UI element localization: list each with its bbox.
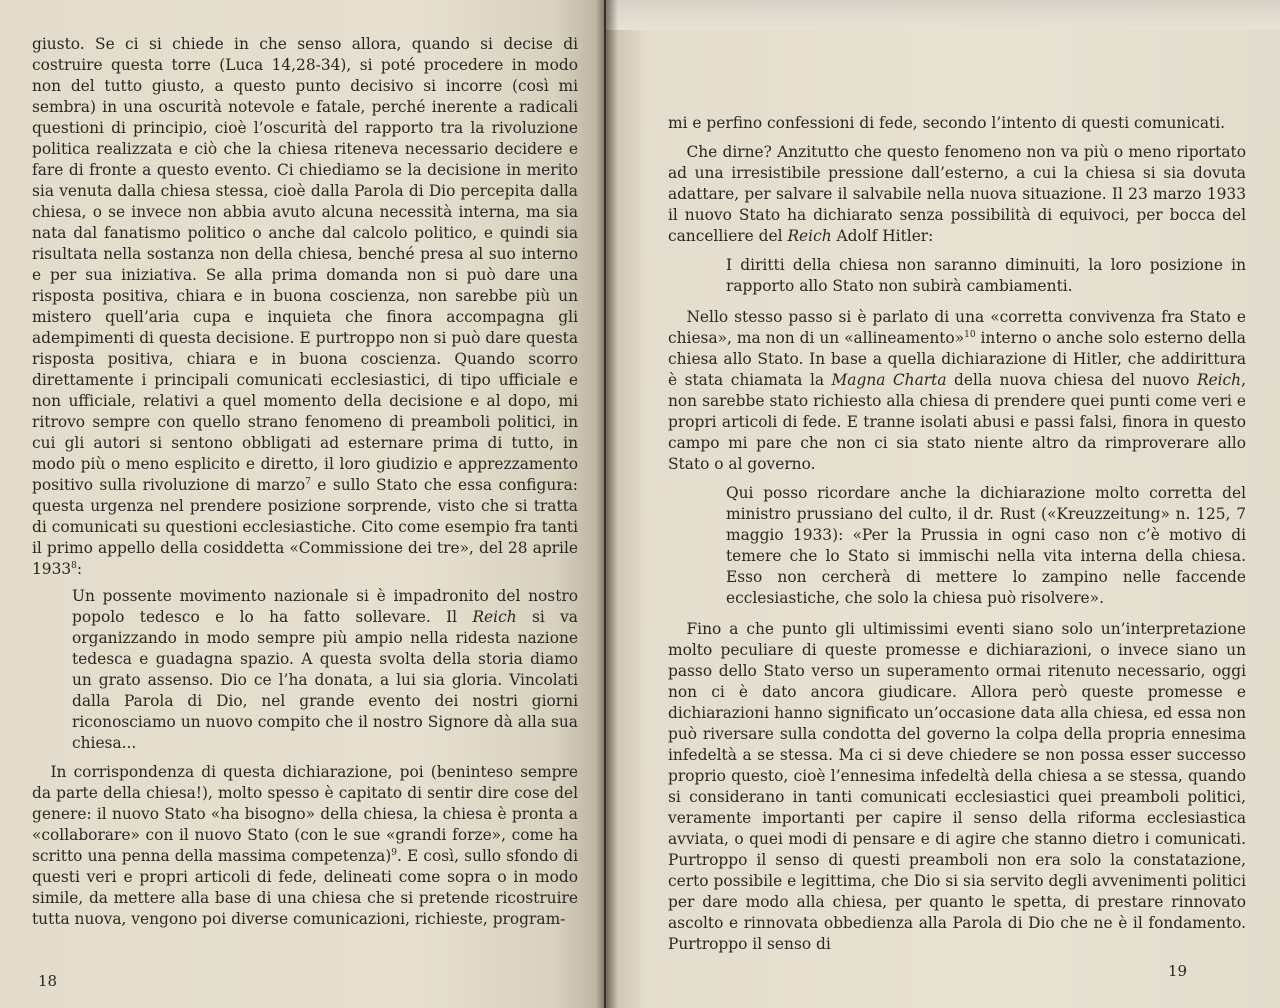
footnote-ref-8: 8 [71, 560, 77, 571]
left-block-quote: Un possente movimento nazionale si è impadronito del nostro popolo tedesco e lo ha fatto sollevare. Il Reich si va organizzando in modo sempre più ampio nella ridesta nazione tedesca e guadagna spazio. A questa svolta della storia diamo un grato assenso. Dio ce l’ha donata, a lui sia gloria. Vincolati dalla Parola di Dio, nel grande evento dei nostri giorni riconosciamo un nuovo compito che il nostro Signore dà alla sua chiesa... [72, 587, 578, 752]
right-line-1: mi e perfino confessioni di fede, secondo l’intento di questi comunicati. [668, 114, 1226, 132]
page-number-right: 19 [1168, 962, 1188, 980]
right-block-quote-2: Qui posso ricordare anche la dichiarazione molto corretta del ministro prussiano del culto, il dr. Rust («Kreuzzeitung» n. 125, 7 maggio 1933): «Per la Prussia in ogni caso non c’è motivo di temere che lo Stato si immischi nella vita interna della chiesa. Esso non cercherà di mettere lo zampino nelle faccende ecclesiastiche, che solo la chiesa può risolvere». [726, 484, 1246, 607]
page-number-left: 18 [38, 972, 58, 990]
footnote-ref-9: 9 [391, 847, 397, 858]
left-paragraph-2: In corrispondenza di questa dichiarazione, poi (beninteso sempre da parte della chiesa!), molto spesso è capitato di sentir dire cose del genere: il nuovo Stato «ha bisogno» della chiesa, la chiesa è pronta a «collaborare» con il nuovo Stato (con le sue «grandi forze», come ha scritto una penna della massima competenza)$^9$. E così, sullo sfondo di questi veri e propri articoli di fede, delineati come sopra o in modo simile, da mettere alla base di una chiesa che si pretende ricostruire tutta nuova, vengono poi diverse comunicazioni, richieste, program- [32, 763, 578, 928]
left-paragraph-1: giusto. Se ci si chiede in che senso allora, quando si decise di costruire questa torre (Luca 14,28-34), si poté procedere in modo non del tutto giusto, a questo punto decisivo si incorre (così mi sembra) in una oscurità notevole e fatale, perché inerente a radicali questioni di principio, cioè l’oscurità del rapporto tra la rivoluzione politica realizzata e ciò che la chiesa riteneva necessario decidere e fare di fronte a questo evento. Ci chiediamo se la decisione in merito sia venuta dalla chiesa stessa, cioè dalla Parola di Dio percepita dalla chiesa, o se invece non abbia avuto alcuna necessità interna, ma sia nata dal fanatismo politico o anche dal calcolo politico, e quindi sia risultata nella sostanza non della chiesa, benché presa al suo interno e per sua iniziativa. Se alla prima domanda non si può dare una risposta positiva, chiara e in buona coscienza, non sarebbe più un mistero quell’aria cupa e inquieta che finora accompagna gli adempimenti di questa decisione. E purtroppo non si può dare questa risposta positiva, chiara e in buona coscienza. Quando scorro direttamente i principali comunicati ecclesiastici, di tipo ufficiale e non ufficiale, relativi a quel momento della decisione e al dopo, mi ritrovo sempre con quello strano fenomeno di preamboli politici, in cui gli autori si sentono obbligati ad esternare prima di tutto, in modo più o meno esplicito e diretto, il loro giudizio e apprezzamento positivo sulla rivoluzione di marzo$^7$ e sullo Stato che essa configura: questa urgenza nel prendere posizione sorprende, visto che si tratta di comunicati su questioni ecclesiastiche. Cito come esempio fra tanti il primo appello della cosiddetta «Commissione dei tre», del 28 aprile 1933$^8$: [32, 35, 578, 578]
footnote-ref-7: 7 [305, 476, 311, 487]
right-page [606, 0, 1280, 1008]
footnote-ref-10: 10 [964, 329, 976, 340]
right-page-text [668, 113, 1246, 955]
right-block-quote-1: I diritti della chiesa non saranno diminuiti, la loro posizione in rapporto allo Stato non subirà cambiamenti. [726, 256, 1246, 295]
left-page [0, 0, 604, 1008]
page-top-shadow [606, 0, 1280, 30]
book-gutter [596, 0, 618, 1008]
right-paragraph-3: Fino a che punto gli ultimissimi eventi siano solo un’interpretazione molto peculiare di queste promesse e dichiarazioni, o invece siano un passo dello Stato verso un superamento ormai ritenuto necessario, oggi non ci è dato ancora giudicare. Allora però queste promesse e dichiarazioni hanno significato un’occasione data alla chiesa, ed essa non può riversare sulla condotta del governo la colpa della propria ennesima infedeltà a se stessa. Ma ci si deve chiedere se non possa esser successo proprio questo, cioè l’ennesima infedeltà della chiesa a se stessa, quando si considerano in tanti comunicati ecclesiastici quei preamboli politici, veramente importanti per capire il senso della riforma ecclesiastica avviata, o quei modi di pensare e di agire che stanno dietro i comunicati. Purtroppo il senso di questi preamboli non era solo la constatazione, certo possibile e legittima, che Dio si sia servito degli avvenimenti politici per dare modo alla chiesa, per quanto le spetta, di prestare rinnovato ascolto e rinnovata obbedienza alla Parola di Dio che ne è il fondamento. Purtroppo il senso di [668, 620, 1246, 953]
right-paragraph-2: Nello stesso passo si è parlato di una «corretta convivenza fra Stato e chiesa», ma non di un «allineamento»$^{10}$ interno o anche solo esterno della chiesa allo Stato. In base a quella dichiarazione di Hitler, che addirittura è stata chiamata la Magna Charta della nuova chiesa del nuovo Reich, non sarebbe stato richiesto alla chiesa di prendere quei punti come veri e propri articoli di fede. E tranne isolati abusi e passi falsi, finora in questo campo mi pare che non ci sia stato niente altro da rimproverare allo Stato o al governo. [668, 308, 1246, 473]
right-paragraph-1: Che dirne? Anzitutto che questo fenomeno non va più o meno riportato ad una irresistibile pressione dall’esterno, a cui la chiesa si sia dovuta adattare, per salvare il salvabile nella nuova situazione. Il 23 marzo 1933 il nuovo Stato ha dichiarato senza possibilità di equivoci, per bocca del cancelliere del Reich Adolf Hitler: [668, 143, 1246, 245]
left-page-text [32, 34, 578, 930]
